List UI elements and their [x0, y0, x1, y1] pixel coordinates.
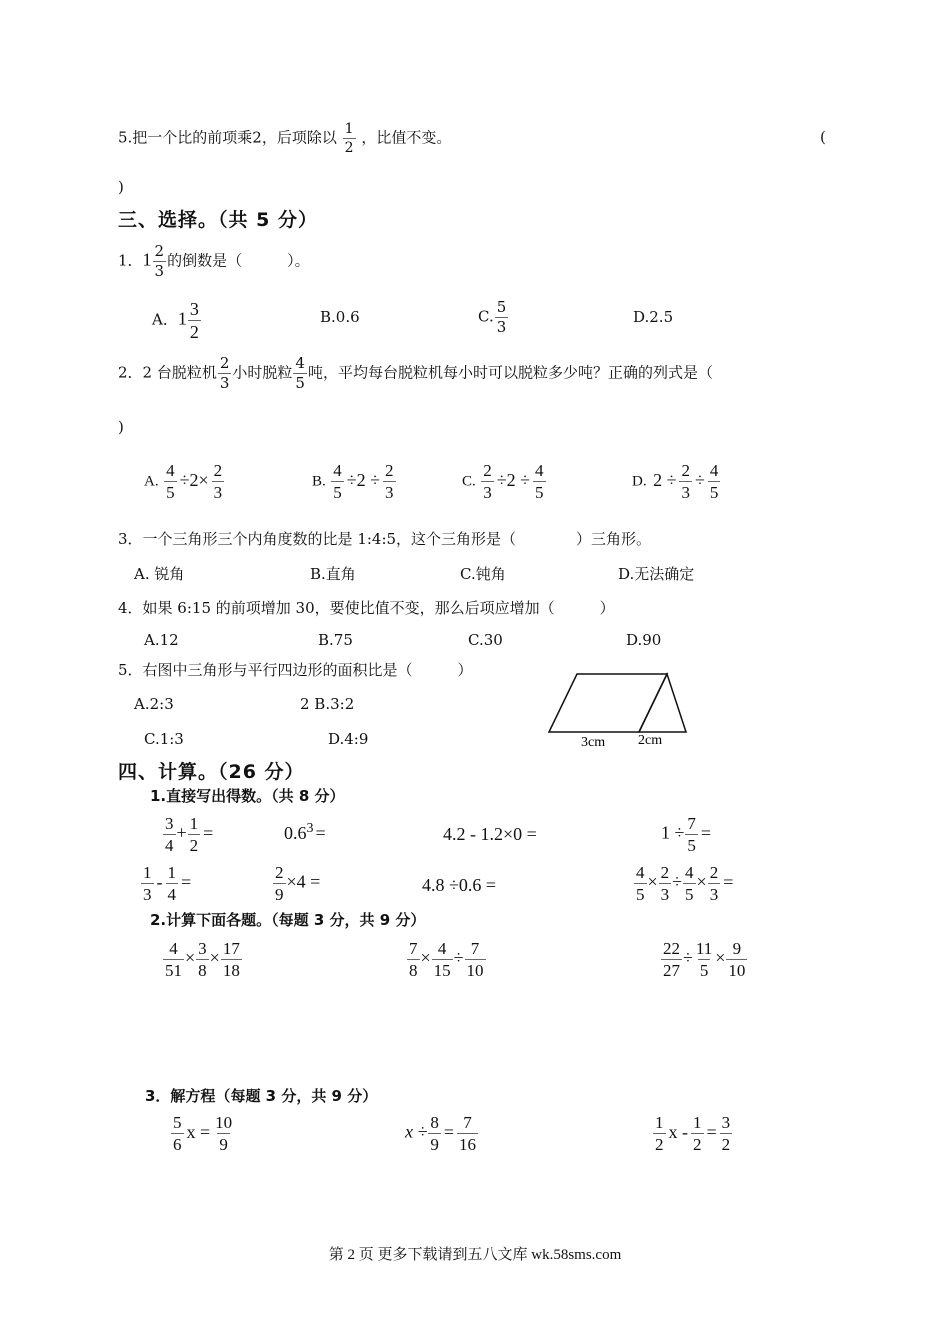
q4-option-a[interactable]: A.12 — [144, 631, 179, 649]
fraction: $\frac{2}{3}$ — [154, 242, 165, 280]
q1-option-a[interactable]: A．1 $\frac{3}{2}$ — [152, 299, 199, 342]
calc1-e7: 4.8 ÷0.6 = — [422, 875, 497, 895]
fraction: $\frac{2}{3}$ — [483, 461, 492, 502]
section-title-choice: 三、选择。（共 5 分） — [118, 209, 318, 231]
fraction: $\frac{2}{3}$ — [660, 863, 670, 904]
fraction: $\frac{1}{2}$ — [693, 1113, 702, 1154]
q3-option-c[interactable]: C.钝角 — [460, 565, 506, 583]
q4-option-b[interactable]: B.75 — [318, 631, 353, 649]
part2-title: 2.计算下面各题。（每题 3 分，共 9 分） — [150, 911, 426, 929]
calc3-e3: $\frac{1}{2}$ x - $\frac{1}{2}$ = $\frac{3}{2}$ — [655, 1113, 731, 1154]
fraction: $\frac{8}{9}$ — [430, 1113, 439, 1154]
calc1-e3: 4.2 - 1.2×0 = — [443, 824, 537, 844]
calc1-e4: 1 ÷ $\frac{7}{5}$ = — [661, 814, 712, 855]
fraction: $\frac{4}{5}$ — [295, 354, 305, 392]
fraction: $\frac{1}{2}$ — [189, 814, 199, 855]
fraction: $\frac{4}{5}$ — [166, 461, 175, 502]
calc3-e2: x ÷ $\frac{8}{9}$ = $\frac{7}{16}$ — [405, 1113, 477, 1154]
calc2-e1: $\frac{4}{51}$ × $\frac{3}{8}$ × $\frac{17}{18}$ — [165, 939, 240, 980]
fraction: $\frac{2}{9}$ — [275, 863, 284, 904]
calc1-e5: $\frac{1}{3}$ - $\frac{1}{4}$ = — [143, 863, 192, 904]
fraction: $\frac{2}{3}$ — [385, 461, 394, 502]
fraction: $\frac{1}{2}$ — [655, 1113, 664, 1154]
choice-q4: 4．如果 6:15 的前项增加 30，要使比值不变，那么后项应增加（ ） — [118, 599, 615, 617]
q1-number: 1． — [118, 251, 143, 270]
fraction: $\frac{17}{18}$ — [222, 939, 240, 980]
q1-option-c[interactable]: C. $\frac{5}{3}$ — [478, 298, 507, 336]
fraction: $\frac{3}{2}$ — [721, 1113, 731, 1154]
figure-label-3cm: 3cm — [581, 735, 606, 750]
parallelogram-outline — [549, 674, 667, 732]
fraction: $\frac{1}{3}$ — [143, 863, 152, 904]
judge-q5-text: 5.把一个比的前项乘2，后项除以 — [118, 128, 337, 147]
q2-option-a[interactable]: A. $\frac{4}{5}$ ÷2× $\frac{2}{3}$ — [144, 461, 223, 502]
q5-option-a[interactable]: A.2:3 — [134, 695, 174, 713]
fraction: $\frac{4}{5}$ — [333, 461, 342, 502]
calc3-e1: $\frac{5}{6}$ x = $\frac{10}{9}$ — [173, 1113, 233, 1154]
fraction: $\frac{2}{3}$ — [213, 461, 223, 502]
fraction: $\frac{2}{3}$ — [219, 354, 230, 392]
calc2-e3: $\frac{22}{27}$ ÷ $\frac{11}{5}$ × $\frac{9}{10}$ — [663, 939, 746, 980]
q2-option-b[interactable]: B. $\frac{4}{5}$ ÷2 ÷ $\frac{2}{3}$ — [312, 461, 394, 502]
q3-option-b[interactable]: B.直角 — [310, 565, 356, 583]
figure-label-2cm: 2cm — [638, 733, 663, 748]
fraction: $\frac{4}{5}$ — [709, 461, 719, 502]
part1-title: 1.直接写出得数。（共 8 分） — [150, 787, 345, 805]
fraction: $\frac{10}{9}$ — [215, 1113, 233, 1154]
calc1-e1: $\frac{3}{4}$ + $\frac{1}{2}$ = — [165, 814, 214, 855]
calc2-e2: $\frac{7}{8}$ × $\frac{4}{15}$ ÷ $\frac{7}{10}$ — [409, 939, 484, 980]
fraction: $\frac{7}{16}$ — [459, 1113, 477, 1154]
fraction: $\frac{1}{4}$ — [167, 863, 176, 904]
fraction: $\frac{3}{8}$ — [198, 939, 207, 980]
calc1-e6: $\frac{2}{9}$ ×4 = — [275, 863, 321, 904]
fraction: $\frac{5}{3}$ — [496, 298, 507, 336]
fraction: $\frac{3}{4}$ — [165, 814, 174, 855]
judge-q5 — [118, 122, 451, 155]
q5-option-c[interactable]: C.1:3 — [144, 730, 184, 748]
q3-option-d[interactable]: D.无法确定 — [618, 565, 695, 583]
fraction: $\frac{5}{6}$ — [173, 1113, 182, 1154]
q3-option-a[interactable]: A. 锐角 — [134, 565, 185, 583]
calc1-e2: $0.6^3$ = — [284, 821, 326, 843]
calc1-e8: $\frac{4}{5}$ × $\frac{2}{3}$ ÷ $\frac{4}{5}$ × $\frac{2}{3}$ = — [636, 863, 734, 904]
triangle-outline — [639, 674, 686, 732]
q2-option-c[interactable]: C. $\frac{2}{3}$ ÷2 ÷ $\frac{4}{5}$ — [462, 461, 544, 502]
q4-option-d[interactable]: D.90 — [626, 631, 662, 649]
q1-text: 的倒数是（ ）。 — [167, 251, 310, 270]
fraction: $\frac{4}{51}$ — [165, 939, 182, 980]
page-footer: 第 2 页 更多下载请到五八文库 wk.58sms.com — [328, 1247, 622, 1263]
parallelogram-triangle-figure — [540, 668, 700, 750]
fraction: $\frac{22}{27}$ — [663, 939, 680, 980]
q1-whole: 1 — [142, 249, 152, 270]
fraction: $\frac{2}{3}$ — [681, 461, 690, 502]
fraction: $\frac{4}{5}$ — [685, 863, 694, 904]
choice-q2: 2．2 台脱粒机 $\frac{2}{3}$ 小时脱粒 $\frac{4}{5}$ 吨，平均每台脱粒机每小时可以脱粒多少吨？正确的列式是（ — [118, 354, 713, 392]
q2-option-d[interactable]: D. 2 ÷ $\frac{2}{3}$ ÷ $\frac{4}{5}$ — [632, 461, 719, 502]
choice-q5: 5．右图中三角形与平行四边形的面积比是（ ） — [118, 661, 473, 679]
q1-option-d[interactable]: D.2.5 — [633, 308, 674, 326]
section-title-calc: 四、计算。（26 分） — [118, 761, 305, 783]
q1-option-b[interactable]: B.0.6 — [320, 308, 360, 326]
answer-paren-close: ) — [118, 178, 124, 196]
fraction: $\frac{9}{10}$ — [728, 939, 746, 980]
q5-option-b[interactable]: 2 B.3:2 — [300, 695, 355, 713]
part3-title: 3．解方程（每题 3 分，共 9 分） — [145, 1087, 378, 1105]
choice-q3: 3．一个三角形三个内角度数的比是 1:4:5，这个三角形是（ ）三角形。 — [118, 530, 652, 548]
fraction: $\frac{7}{10}$ — [466, 939, 484, 980]
fraction: $\frac{4}{5}$ — [636, 863, 645, 904]
fraction: $\frac{4}{5}$ — [535, 461, 544, 502]
fraction: $\frac{3}{2}$ — [189, 299, 199, 342]
fraction: $\frac{1}{2}$ — [344, 121, 354, 156]
q4-option-c[interactable]: C.30 — [468, 631, 503, 649]
judge-q5-text-end: ，比值不变。 — [361, 128, 452, 147]
fraction: $\frac{2}{3}$ — [709, 863, 719, 904]
answer-paren-open[interactable]: ( — [820, 128, 826, 146]
fraction: $\frac{7}{5}$ — [687, 814, 696, 855]
choice-q1 — [118, 244, 310, 279]
fraction: $\frac{11}{5}$ — [695, 939, 713, 980]
fraction: $\frac{4}{15}$ — [433, 939, 451, 980]
fraction: $\frac{7}{8}$ — [409, 939, 418, 980]
q5-option-d[interactable]: D.4:9 — [328, 730, 369, 748]
q2-paren-close: ) — [118, 418, 124, 436]
